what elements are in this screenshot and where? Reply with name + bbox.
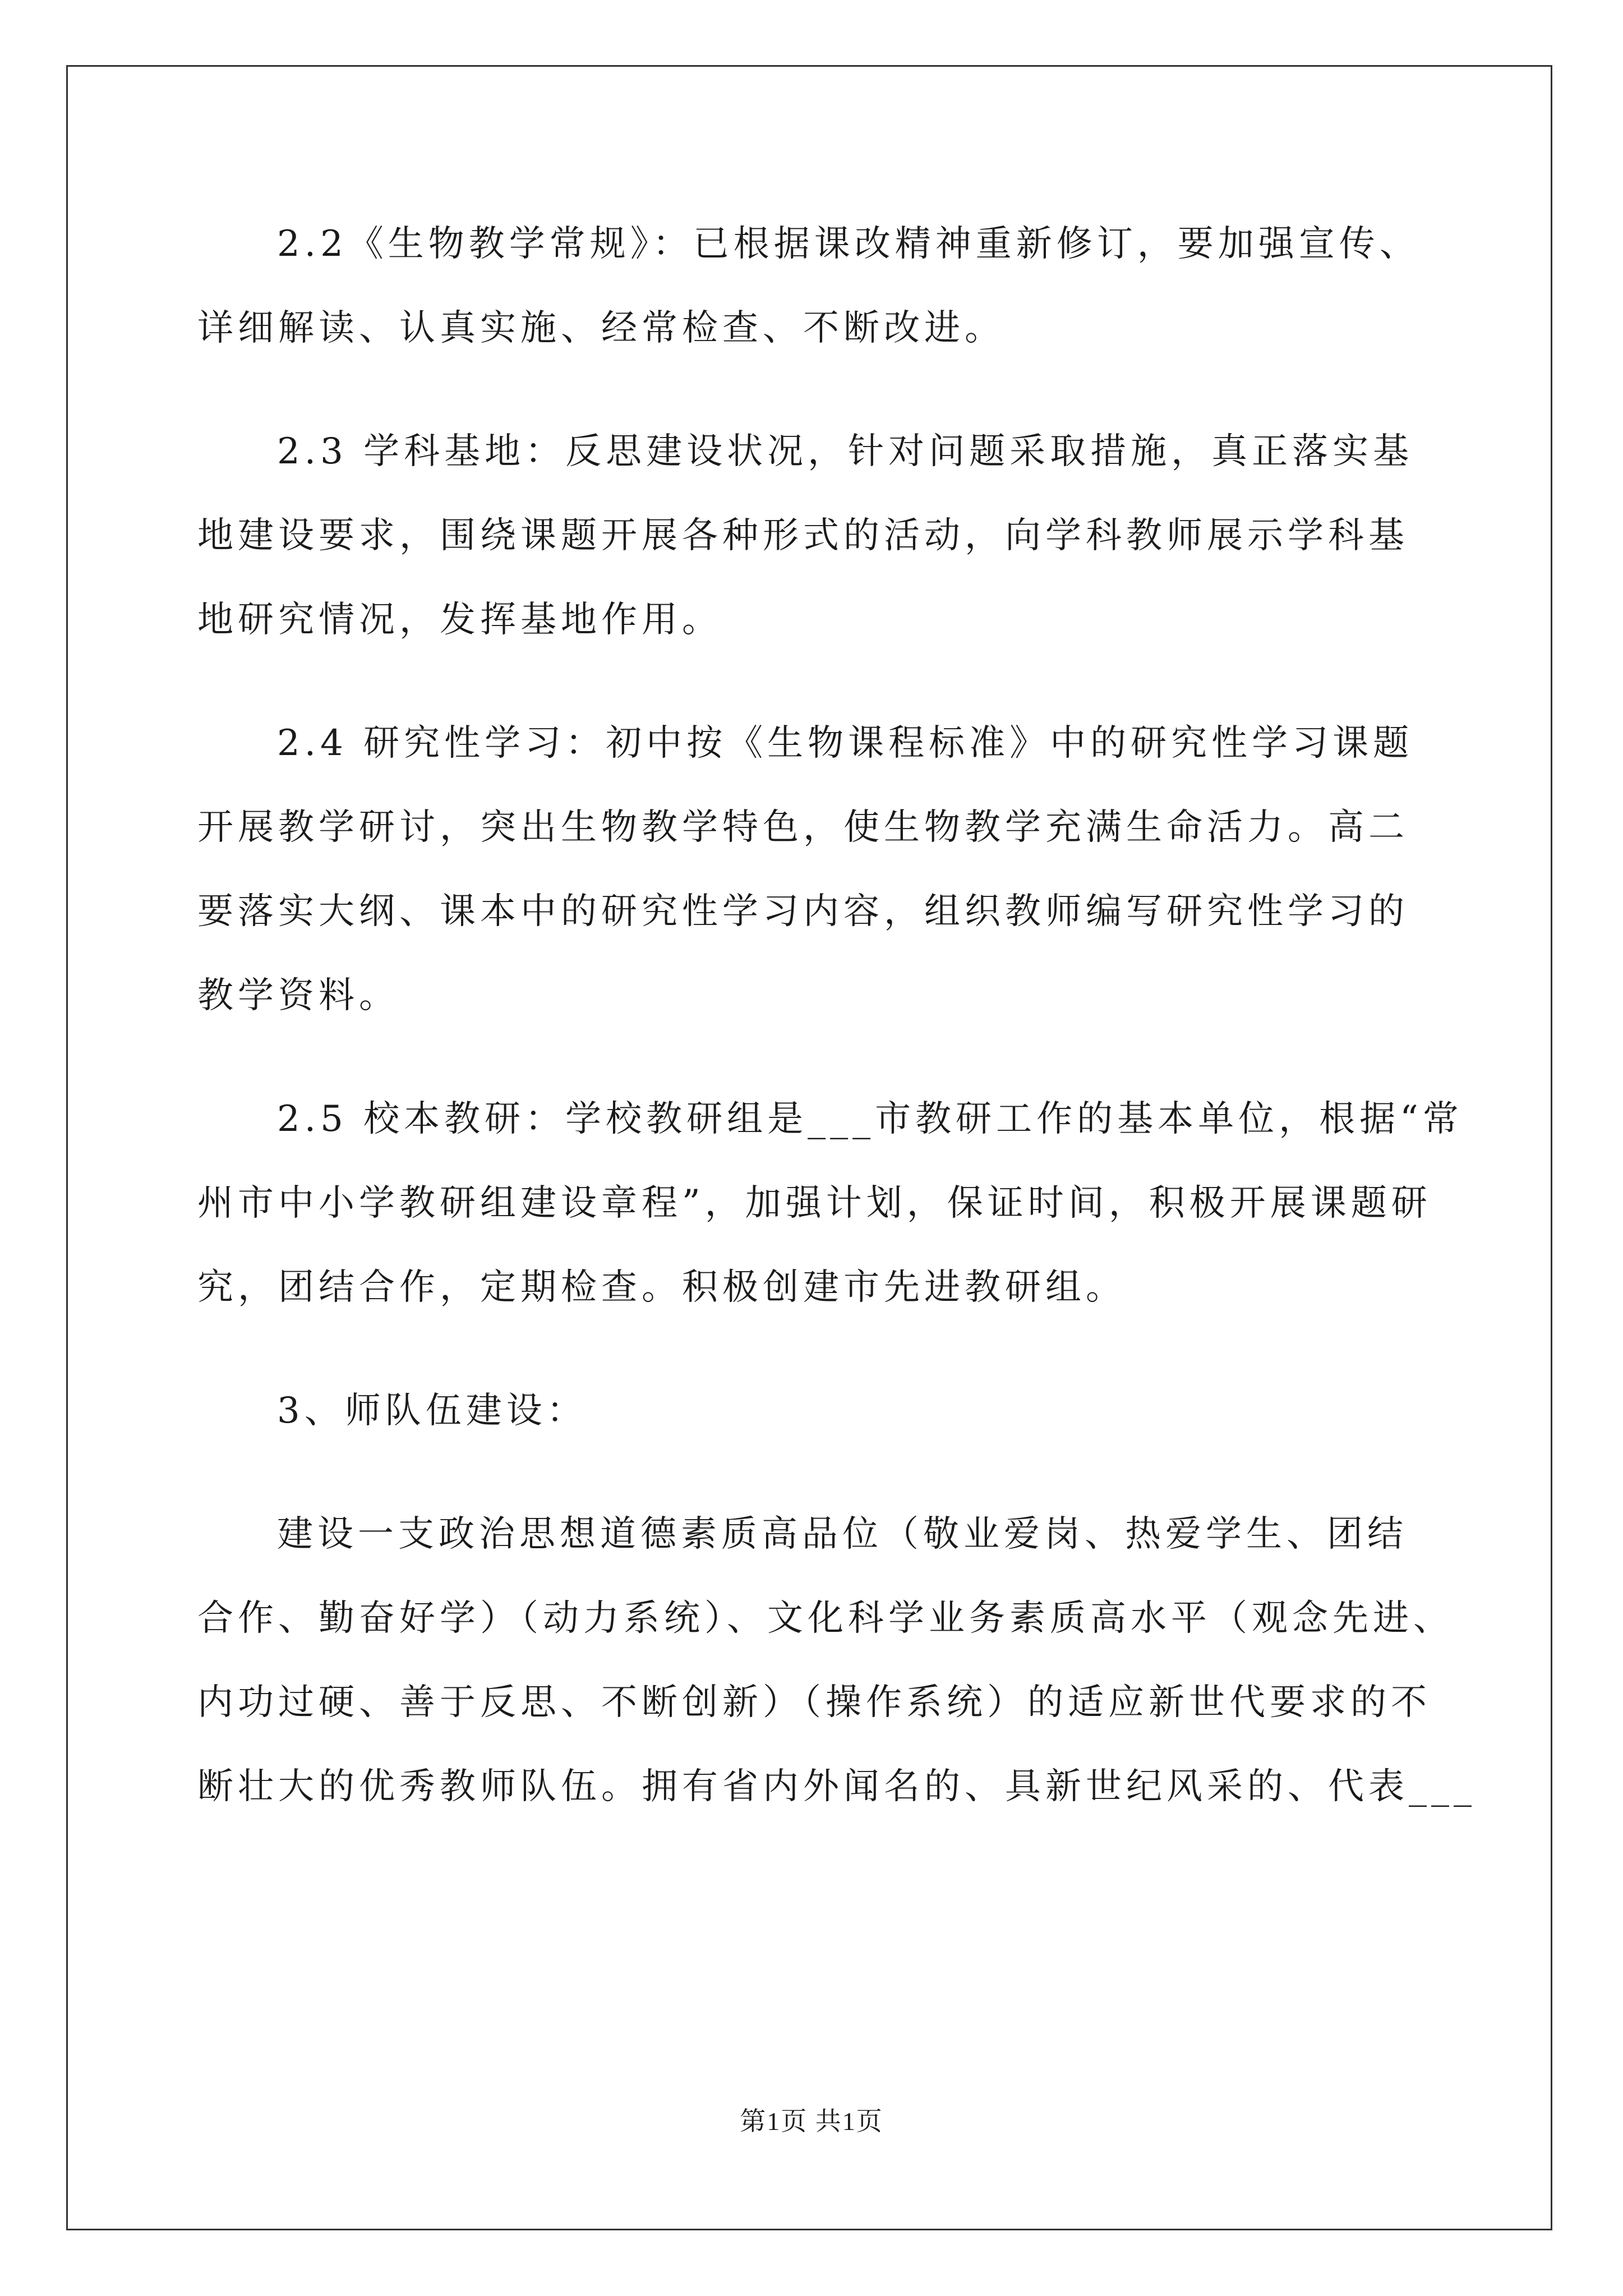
text-line: 要落实大纲、课本中的研究性学习内容，组织教师编写研究性学习的 (197, 891, 1409, 932)
page-footer (0, 2101, 1623, 2138)
text-line: 合作、勤奋好学）（动力系统）、文化科学业务素质高水平（观念先进、 (197, 1598, 1454, 1639)
text-line: 2.3 学科基地：反思建设状况，针对问题采取措施，真正落实基 (277, 431, 1414, 472)
text-line: 地研究情况，发挥基地作用。 (197, 599, 722, 641)
text-line: 2.2《生物教学常规》：已根据课改精神重新修订，要加强宣传、 (277, 223, 1420, 265)
text-line: 开展教学研讨，突出生物教学特色，使生物教学充满生命活力。高二 (197, 807, 1409, 848)
text-line: 2.5 校本教研：学校教研组是___市教研工作的基本单位，根据“常 (277, 1098, 1463, 1140)
text-line: 教学资料。 (197, 975, 399, 1016)
text-line: 地建设要求，围绕课题开展各种形式的活动，向学科教师展示学科基 (197, 515, 1409, 556)
document-body (197, 202, 1476, 1829)
section-heading-3 (197, 1369, 1431, 1453)
text-line: 2.4 研究性学习：初中按《生物课程标准》中的研究性学习课题 (277, 723, 1414, 764)
paragraph-2-2 (197, 202, 1431, 370)
page-number: 第1页 共1页 (740, 2107, 883, 2136)
text-line: 建设一支政治思想道德素质高品位（敬业爱岗、热爱学生、团结 (277, 1513, 1408, 1555)
paragraph-2-5 (197, 1077, 1463, 1329)
text-line: 3、师队伍建设： (277, 1390, 587, 1432)
text-line: 州市中小学教研组建设章程”，加强计划，保证时间，积极开展课题研 (197, 1182, 1432, 1224)
paragraph-2-3 (197, 409, 1431, 662)
text-line: 断壮大的优秀教师队伍。拥有省内外闻名的、具新世纪风采的、代表___ (197, 1766, 1476, 1807)
paragraph-2-4 (197, 701, 1431, 1038)
text-line: 究，团结合作，定期检查。积极创建市先进教研组。 (197, 1267, 1126, 1308)
text-line: 内功过硬、善于反思、不断创新）（操作系统）的适应新世代要求的不 (197, 1682, 1431, 1723)
paragraph-team-building (197, 1492, 1476, 1829)
text-line: 详细解读、认真实施、经常检查、不断改进。 (197, 307, 1005, 349)
